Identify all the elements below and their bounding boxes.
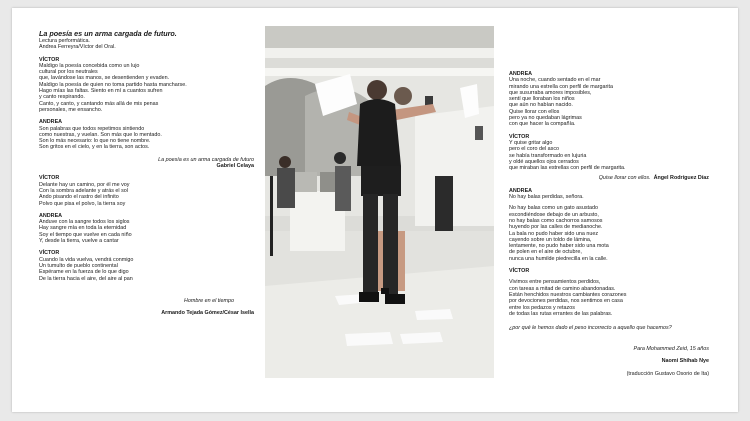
verse-block: Delante hay un camino, por él me voy Con la sombra adelante y atrás el sol Ando pisando el rastro del infinito Polvo que pisa el polvo, la tierra soy [39, 181, 130, 207]
right-text-column [509, 65, 709, 383]
source-author: Ángel Rodríguez Díaz [653, 175, 709, 182]
speaker-label: ANDREA [39, 212, 63, 219]
speaker-label: ANDREA [509, 187, 533, 194]
speaker-label: VÍCTOR [509, 133, 530, 140]
speaker-label: VÍCTOR [509, 268, 530, 275]
magazine-spread [12, 8, 738, 412]
source-title: Quise llorar con ellos. [598, 175, 651, 182]
verse-line: No hay balas perdidas, señora. [509, 194, 584, 201]
verse-block: No hay balas como un gato asustado escondiéndose debajo de un arbusto, no hay balas como cachorros samosos huyendo por las calles de medianoche. La bala no pudo haber sido una nuez cayendo sobre un toldo de lámina, lentamente, no pudo haber sido una mota de polen en el aire de octubre, nunca una humilde piedrecilla en la calle. [509, 205, 609, 262]
source-title: La poesía es un arma cargada de futuro [158, 156, 254, 163]
source-title: Hombre en el tiempo [183, 297, 234, 304]
left-text-column [39, 30, 254, 316]
dedication: Para Mohammed Zeid, 15 años [633, 345, 709, 352]
source-author: Armando Tejada Gómez/César Isella [161, 310, 254, 317]
verse-block: Son palabras que todos repetimos sintiendo como nuestras, y vuelan. Son más que lo mentado. Son lo más necesario: lo que no tiene nombre. Son gritos en el cielo, y en la tierra, son actos. [39, 125, 162, 151]
closing-question: ¿por qué le hemos dado el peso incorrecto a aquello que hacemos? [509, 325, 672, 332]
page-title: La poesía es un arma cargada de futuro. [39, 29, 177, 38]
performance-photo [265, 26, 494, 378]
verse-block: Vivimos entre pensamientos perdidos, con tareas a mitad de camino abandonadas. Están henchidos nuestros cambiantes corazones por devociones perdidas, nos sentimos en casa entre los pedazos y retazos de todas las rutas errantes de las palabras. [509, 279, 627, 317]
speaker-label: VÍCTOR [39, 56, 60, 63]
verse-block: Anduve con la sangre todos los siglos Hay sangre mía en toda la eternidad Soy el tiempo que vuelve en cada niño Y, desde la tierra, vuelve a cantar [39, 219, 132, 245]
verse-block: Cuando la vida vuelva, vendrá conmigo Un tumulto de pueblo continental Espérame en la fuerza de lo que digo De la tierra hacia el aire, del aire al pan [39, 256, 134, 282]
source-author: Naomi Shihab Nye [661, 358, 709, 365]
source-credit [509, 175, 709, 181]
source-author: Gabriel Celaya [216, 163, 254, 170]
speaker-label: ANDREA [509, 71, 533, 77]
verse-block: Maldigo la poesía concebida como un lujo cultural por los neutrales que, lavándose las manos, se desentienden y evaden. Maldigo la poesía de quien no toma partido hasta mancharse. Hago mías las faltas. Siento en mí a cuantos sufren y canto respirando. Canto, y canto, y cantando más allá de mis penas personales, me ensancho. [39, 62, 187, 113]
verse-block: Y quise gritar algo pero el coro del asco se había transformado en lujuria y oldé aquellos ojos cerrados que miraban las estrellas con perfil de margarita. [509, 139, 626, 172]
translation-credit: (traducción Gustavo Osorio de Ita) [626, 370, 709, 377]
speaker-label: VÍCTOR [39, 250, 60, 257]
speaker-label: VÍCTOR [39, 175, 60, 182]
dedication-block [509, 339, 709, 383]
verse-block: Una noche, cuando sentado en el mar mirando una estrella con perfil de margarita que susurraba amores imposibles, sentí que lloraban los niños que aún no habían nacido. Quise llorar con ellos pero ya no quedaban lágrimas con que hacer la compañía. [509, 77, 613, 128]
credits: Andrea Ferreyra/Víctor del Oral. [39, 44, 116, 51]
speaker-label: ANDREA [39, 119, 63, 126]
subtitle: Lectura performática. [39, 38, 90, 44]
